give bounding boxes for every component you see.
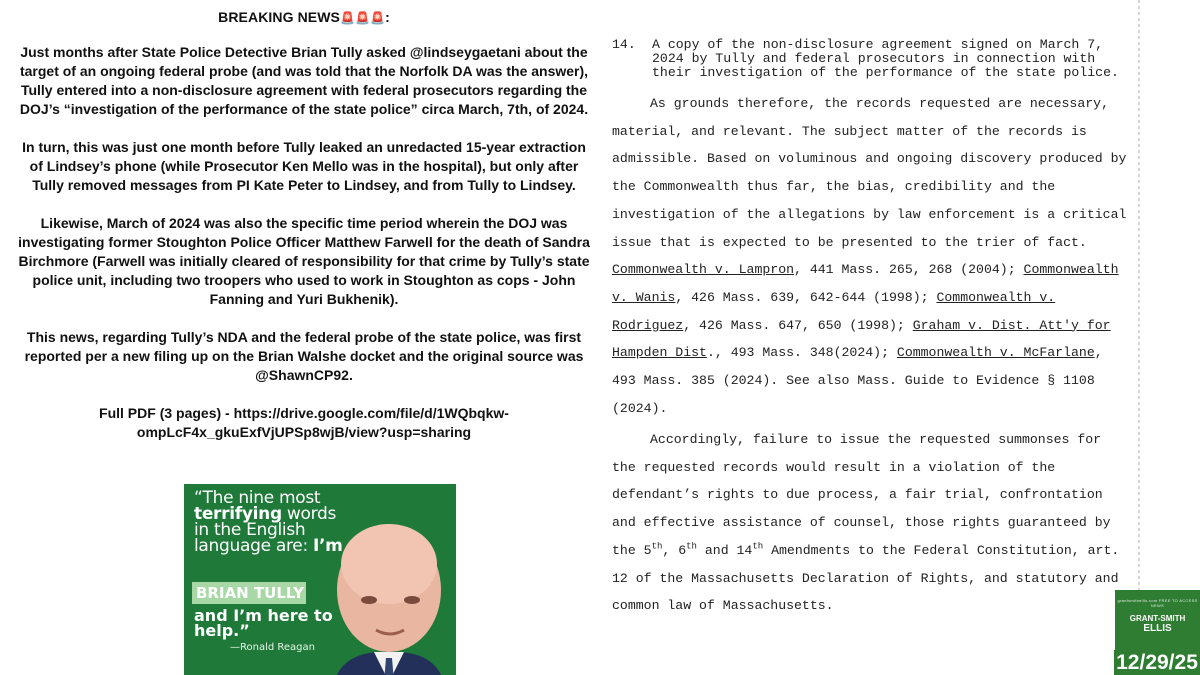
citation-5: Commonwealth v. McFarlane — [896, 345, 1095, 361]
citation-3-ref: , 426 Mass. 647, 650 (1998); — [683, 317, 913, 333]
paragraph-1: Just months after State Police Detective Brian Tully asked @lindseygaetani about the target of an ongoing federal probe (and was told that the Norfolk DA was the answer), Tully entered into a non-disclosure agreement with federal prosecutors regarding the DOJ’s “investigation of the performance of the state police” circa March, 7th, of 2024. — [19, 44, 589, 117]
paragraph-3: Likewise, March of 2024 was also the specific time period wherein the DOJ was investigating former Stoughton Police Officer Matthew Farwell for the death of Sandra Birchmore (Farwell was initially cleared of responsibility for that crime by Tully’s state police unit, including two troopers who used to work in Stoughton as cops - John Fanning and Yuri Bukhenik). — [18, 215, 590, 307]
item-number: 14. — [612, 37, 636, 52]
meme-quote-bold: terrifying — [194, 504, 282, 524]
pdf-link[interactable]: Full PDF (3 pages) - https://drive.google.com/file/d/1WQbqkw-ompLcF4x_gkuExfVjUPSp8wjB/view?usp=sharing — [99, 405, 509, 440]
meme-quote-part-b: words in the English language are: — [194, 504, 337, 556]
headline — [18, 9, 590, 25]
citation-4: Graham v. Dist. Att'y for Hampden Dist — [612, 317, 1111, 361]
citation-4-ref: ., 493 Mass. 348(2024); — [706, 345, 897, 361]
superscript-th-3: th — [752, 541, 764, 552]
meme-author: —Ronald Reagan — [230, 642, 315, 653]
meme-quote-part-a: “The nine most — [194, 488, 321, 508]
paragraph-4: This news, regarding Tully’s NDA and the federal probe of the state police, was first reported per a new filing up on the Brian Walshe docket and the original source was @ShawnCP92. — [24, 329, 584, 383]
headline-colon: : — [385, 9, 390, 25]
accordingly-14: and 14 — [696, 542, 753, 558]
citation-2: Commonwealth v. Wanis — [612, 262, 1119, 305]
meme-quote-top — [194, 490, 344, 554]
citation-1-ref: , 441 Mass. 265, 268 (2004); — [794, 262, 1024, 278]
citation-5-ref: , 493 Mass. 385 (2024). See also Mass. Guide to Evidence § 1108 (2024). — [612, 345, 1103, 416]
accordingly-text: Accordingly, failure to issue the requested summonses for the requested records would result in a violation of the defendant’s rights to due process, a fair trial, confrontation and effective assistance of counsel, those rights guaranteed by the 5 — [612, 432, 1111, 558]
superscript-th-1: th — [651, 541, 663, 552]
grounds-text: As grounds therefore, the records requested are necessary, material, and relevant. The subject matter of the records is admissible. Based on voluminous and ongoing discovery produced by the Commonwealth thus far, the bias, credibility and the investigation of the allegations by law enforcement is a critical issue that is expected to be presented to the trier of fact. — [612, 96, 1127, 250]
meme-quote-bottom: and I’m here to help.” — [194, 606, 333, 640]
document-grounds — [612, 90, 1132, 422]
accordingly-tail: Amendments to the Federal Constitution, art. 12 of the Massachusetts Declaration of Rights, and statutory and common law of Massachusetts. — [612, 542, 1120, 614]
citation-3: Commonwealth v. Rodriguez — [612, 289, 1056, 333]
badge-tagline: grantsmithellis.com FREE TO ACCESS NEWS — [1117, 598, 1198, 608]
paragraph-2: In turn, this was just one month before Tully leaked an unredacted 15-year extraction of Lindsey’s phone (while Prosecutor Ken Mello was in the hospital), but only after Tully removed messages from PI Kate Peter to Lindsey, and from Tully to Lindsey. — [22, 139, 586, 193]
meme-image — [184, 484, 456, 675]
headline-text: BREAKING NEWS — [218, 9, 340, 25]
siren-icon: 🚨🚨🚨 — [339, 11, 386, 25]
citation-2-ref: , 426 Mass. 639, 642-644 (1998); — [675, 289, 937, 305]
date-stamp: 12/29/25 — [1114, 650, 1200, 675]
badge-name-1: GRANT-SMITH — [1129, 614, 1186, 623]
accordingly-6: , 6 — [662, 542, 687, 558]
citation-1: Commonwealth v. Lampron — [612, 262, 795, 278]
brand-badge[interactable] — [1115, 590, 1200, 650]
item-text: A copy of the non-disclosure agreement signed on March 7, 2024 by Tully and federal prosecutors in connection with their investigation of the performance of the state police. — [652, 37, 1119, 80]
meme-quote-im: I’m — [312, 536, 343, 556]
badge-name-2: ELLIS — [1143, 623, 1172, 634]
meme-name-box: BRIAN TULLY — [192, 582, 306, 604]
scan-edge-line — [1138, 0, 1140, 590]
superscript-th-2: th — [686, 541, 697, 552]
document-accordingly — [612, 426, 1132, 620]
